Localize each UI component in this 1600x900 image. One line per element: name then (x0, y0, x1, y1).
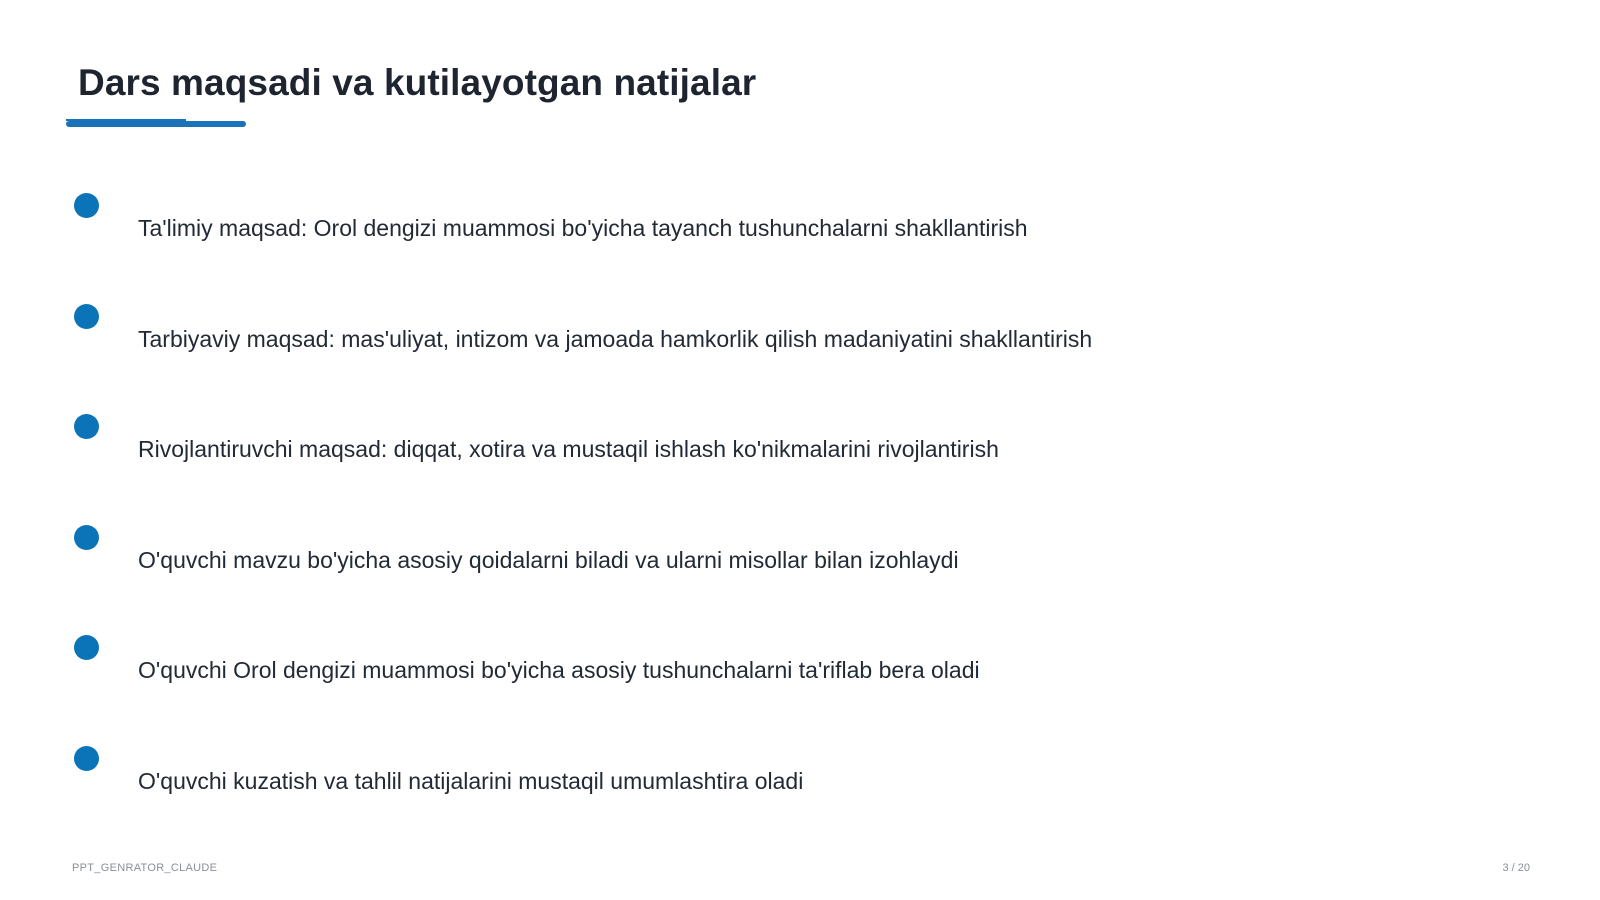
bullet-dot-icon (74, 414, 99, 439)
list-item (74, 304, 1374, 364)
bullet-dot-icon (74, 746, 99, 771)
list-item (74, 635, 1374, 695)
bullet-dot-icon (74, 304, 99, 329)
list-item (74, 414, 1374, 474)
bullet-dot-icon (74, 635, 99, 660)
slide-title: Dars maqsadi va kutilayotgan natijalar (78, 62, 757, 103)
bullet-text: Tarbiyaviy maqsad: mas'uliyat, intizom va jamoada hamkorlik qilish madaniyatini shakllantirish (138, 326, 1093, 352)
bullet-text: O'quvchi mavzu bo'yicha asosiy qoidalarni biladi va ularni misollar bilan izohlaydi (138, 547, 959, 573)
bullet-dot-icon (74, 193, 99, 218)
list-item (74, 525, 1374, 585)
footer-generator-label: PPT_GENRATOR_CLAUDE (72, 862, 218, 874)
bullet-dot-icon (74, 525, 99, 550)
bullet-text: Rivojlantiruvchi maqsad: diqqat, xotira va mustaqil ishlash ko'nikmalarini rivojlantirish (138, 436, 999, 462)
list-item (74, 746, 1374, 806)
bullet-text: O'quvchi kuzatish va tahlil natijalarini mustaqil umumlashtira oladi (138, 768, 804, 794)
bullet-text: Ta'limiy maqsad: Orol dengizi muammosi bo'yicha tayanch tushunchalarni shakllantirish (138, 215, 1028, 241)
page-indicator: 3 / 20 (1502, 862, 1530, 874)
bullet-text: O'quvchi Orol dengizi muammosi bo'yicha asosiy tushunchalarni ta'riflab bera oladi (138, 657, 980, 683)
title-underline (66, 121, 246, 127)
list-item (74, 193, 1374, 253)
